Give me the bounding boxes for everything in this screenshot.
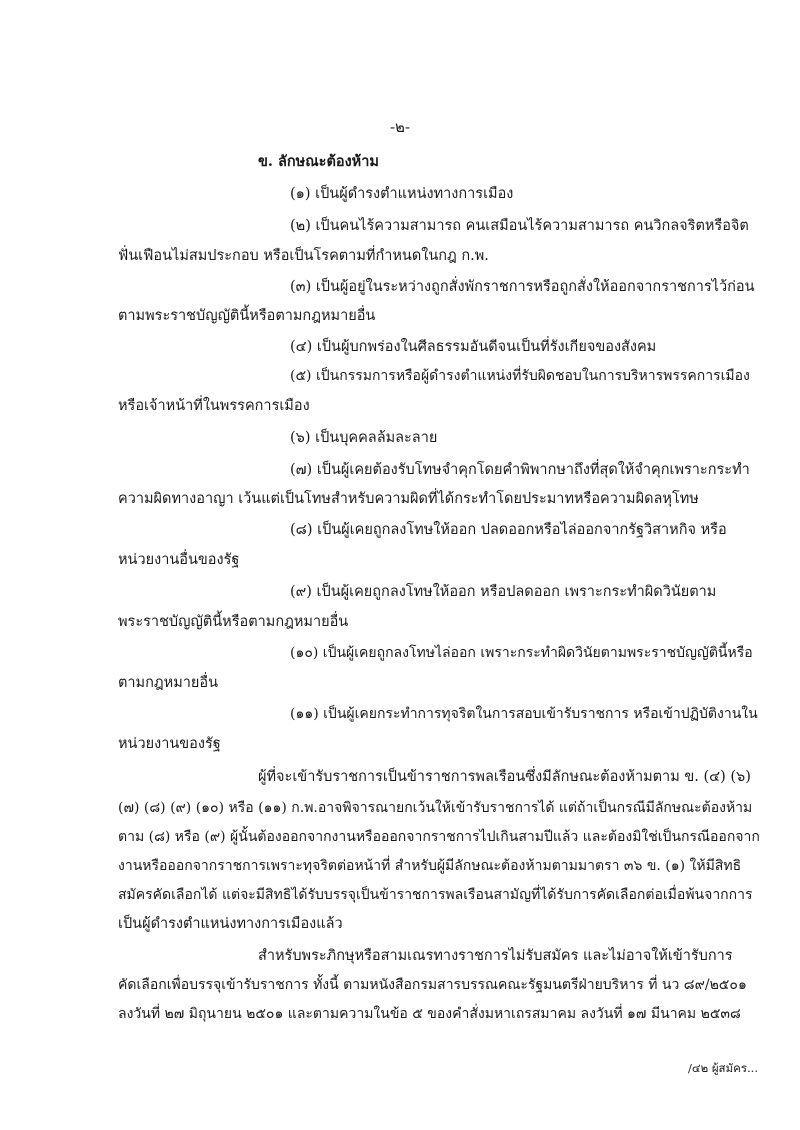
para1-line-6: เป็นผู้ดำรงตำแหน่งทางการเมืองแล้ว [118,916,343,932]
item-8: (๘) เป็นผู้เคยถูกลงโทษให้ออก ปลดออกหรือไล่ออกจากรัฐวิสาหกิจ หรือ [290,522,727,538]
item-7: (๗) เป็นผู้เคยต้องรับโทษจำคุกโดยคำพิพากษาถึงที่สุดให้จำคุกเพราะกระทำ [290,462,750,478]
section-heading: ข. ลักษณะต้องห้าม [258,153,379,170]
item-11: (๑๑) เป็นผู้เคยกระทำการทุจริตในการสอบเข้ารับราชการ หรือเข้าปฏิบัติงานใน [290,706,758,722]
page-number: -๒- [389,118,411,136]
item-3: (๓) เป็นผู้อยู่ในระหว่างถูกสั่งพักราชการหรือถูกสั่งให้ออกจากราชการไว้ก่อน [290,279,755,295]
item-5-cont: หรือเจ้าหน้าที่ในพรรคการเมือง [118,398,310,414]
para1-line-3: ตาม (๘) หรือ (๙) ผู้นั้นต้องออกจากงานหรือออกจากราชการไปเกินสามปีแล้ว และต้องมิใช่เป็นกรณีออกจาก [118,829,760,845]
para2-line-3: ลงวันที่ ๒๗ มิถุนายน ๒๕๐๑ และตามความในข้อ ๕ ของคำสั่งมหาเถรสมาคม ลงวันที่ ๑๗ มีนาคม ๒๕๓๘ [118,1006,741,1022]
para1-line-5: สมัครคัดเลือกได้ แต่จะมีสิทธิได้รับบรรจุเป็นข้าราชการพลเรือนสามัญที่ได้รับการคัดเลือกต่อเมื่อพ้นจากการ [118,887,753,903]
item-9: (๙) เป็นผู้เคยถูกลงโทษให้ออก หรือปลดออก เพราะกระทำผิดวินัยตาม [290,584,717,600]
para1-line-2: (๗) (๘) (๙) (๑๐) หรือ (๑๑) ก.พ.อาจพิจารณายกเว้นให้เข้ารับราชการได้ แต่ถ้าเป็นกรณีมีลักษณะต้องห้าม [118,800,753,816]
item-10-cont: ตามกฎหมายอื่น [118,675,219,691]
item-9-cont: พระราชบัญญัตินี้หรือตามกฎหมายอื่น [118,614,349,630]
item-5: (๕) เป็นกรรมการหรือผู้ดำรงตำแหน่งที่รับผิดชอบในการบริหารพรรคการเมือง [290,368,750,384]
item-2: (๒) เป็นคนไร้ความสามารถ คนเสมือนไร้ความสามารถ คนวิกลจริตหรือจิต [290,218,749,234]
item-1: (๑) เป็นผู้ดำรงตำแหน่งทางการเมือง [290,186,514,202]
para1-line-4: งานหรือออกจากราชการเพราะทุจริตต่อหน้าที่ สำหรับผู้มีลักษณะต้องห้ามตามมาตรา ๓๖ ข. (๑) ให้มีสิทธิ [118,858,742,874]
item-2-cont: ฟั่นเฟือนไม่สมประกอบ หรือเป็นโรคตามที่กำหนดในกฎ ก.พ. [118,248,489,264]
item-11-cont: หน่วยงานของรัฐ [118,736,221,752]
item-10: (๑๐) เป็นผู้เคยถูกลงโทษไล่ออก เพราะกระทำผิดวินัยตามพระราชบัญญัตินี้หรือ [290,645,753,661]
item-4: (๔) เป็นผู้บกพร่องในศีลธรรมอันดีจนเป็นที่รังเกียจของสังคม [290,339,657,355]
para2-line-1: สำหรับพระภิกษุหรือสามเณรทางราชการไม่รับสมัคร และไม่อาจให้เข้ารับการ [258,948,733,964]
continuation-note: /๔๒ ผู้สมัคร... [688,1061,758,1075]
para1-line-1: ผู้ที่จะเข้ารับราชการเป็นข้าราชการพลเรือนซึ่งมีลักษณะต้องห้ามตาม ข. (๔) (๖) [258,769,751,785]
item-7-cont: ความผิดทางอาญา เว้นแต่เป็นโทษสำหรับความผิดที่ได้กระทำโดยประมาทหรือความผิดลหุโทษ [118,491,699,507]
item-6: (๖) เป็นบุคคลล้มละลาย [290,430,438,446]
para2-line-2: คัดเลือกเพื่อบรรจุเข้ารับราชการ ทั้งนี้ ตามหนังสือกรมสารบรรณคณะรัฐมนตรีฝ่ายบริหาร ที่ นว ๘๙/๒๕๐๑ [118,977,747,993]
item-8-cont: หน่วยงานอื่นของรัฐ [118,552,240,568]
item-3-cont: ตามพระราชบัญญัตินี้หรือตามกฎหมายอื่น [118,308,376,324]
